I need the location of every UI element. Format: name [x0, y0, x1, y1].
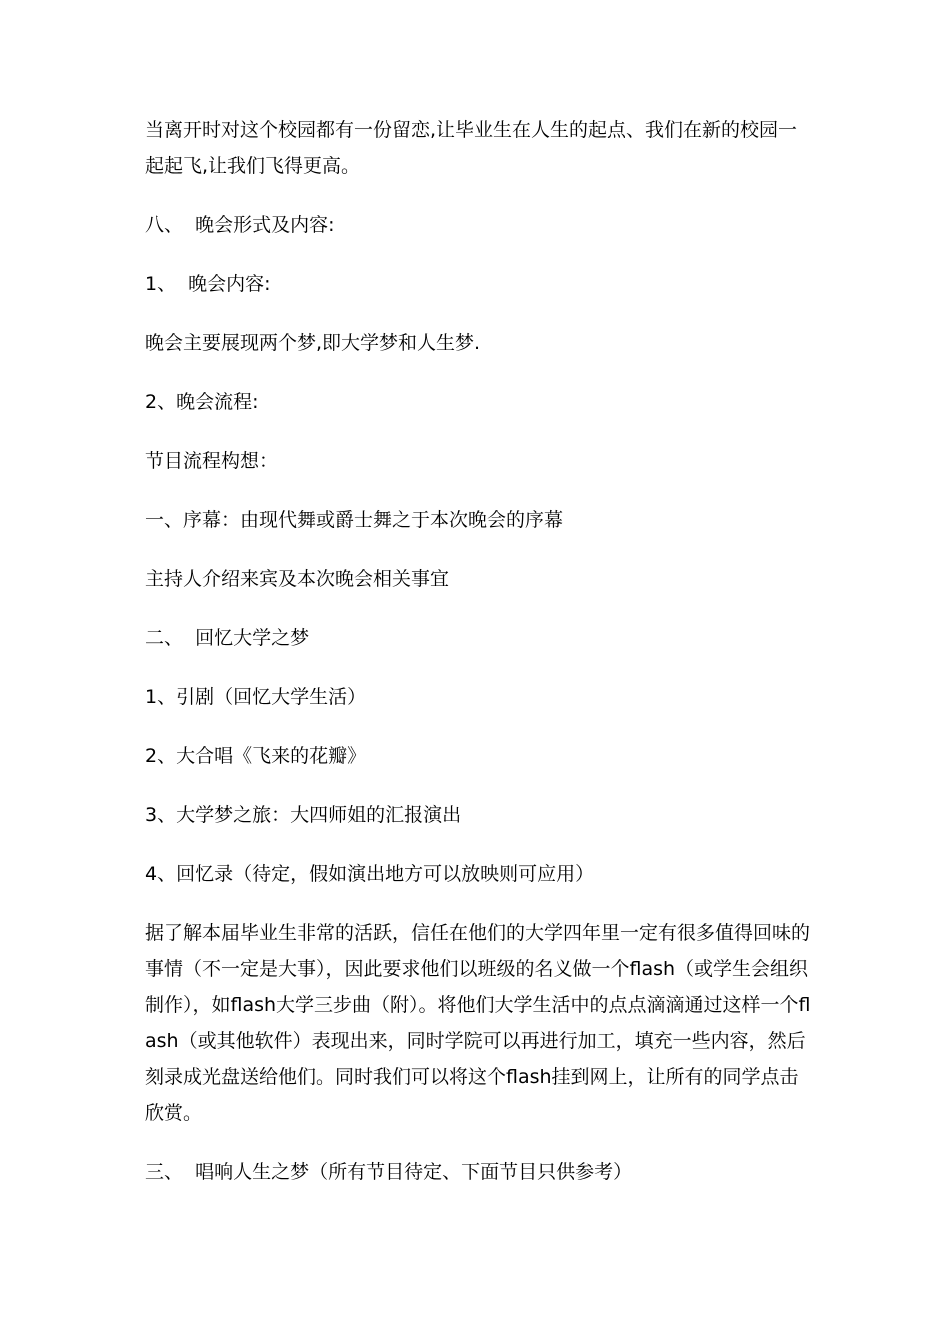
paragraph-host-intro: 主持人介绍来宾及本次晚会相关事宜 [145, 568, 450, 590]
section-heading-2: 二、 回忆大学之梦 [145, 627, 310, 649]
section-heading-3: 三、 唱响人生之梦（所有节目待定、下面节目只供参考） [145, 1161, 633, 1183]
list-item-prologue: 一、序幕：由现代舞或爵士舞之于本次晚会的序幕 [145, 509, 564, 531]
paragraph-content: 晚会主要展现两个梦,即大学梦和人生梦. [145, 332, 481, 354]
section-heading-8: 八、 晚会形式及内容: [145, 214, 335, 236]
paragraph-program-idea: 节目流程构想： [145, 450, 279, 472]
document-body [145, 112, 815, 1213]
list-item-3: 3、大学梦之旅：大四师姐的汇报演出 [145, 804, 462, 826]
paragraph-flash-description: 据了解本届毕业生非常的活跃，信任在他们的大学四年里一定有很多值得回味的事情（不一定是大事），因此要求他们以班级的名义做一个flash（或学生会组织制作），如flash大学三步曲（附）。将他们大学生活中的点点滴滴通过这样一个flash（或其他软件）表现出来，同时学院可以再进行加工，填充一些内容，然后刻录成光盘送给他们。同时我们可以将这个flash挂到网上，让所有的同学点击欣赏。 [145, 922, 811, 1124]
paragraph-intro-continuation: 当离开时对这个校园都有一份留恋,让毕业生在人生的起点、我们在新的校园一起起飞,让我们飞得更高。 [145, 119, 798, 177]
subheading-flow: 2、晚会流程: [145, 391, 259, 413]
subheading-content: 1、 晚会内容: [145, 273, 271, 295]
list-item-1: 1、引剧（回忆大学生活） [145, 686, 367, 708]
list-item-4: 4、回忆录（待定，假如演出地方可以放映则可应用） [145, 863, 595, 885]
list-item-2: 2、大合唱《飞来的花瓣》 [145, 745, 367, 767]
